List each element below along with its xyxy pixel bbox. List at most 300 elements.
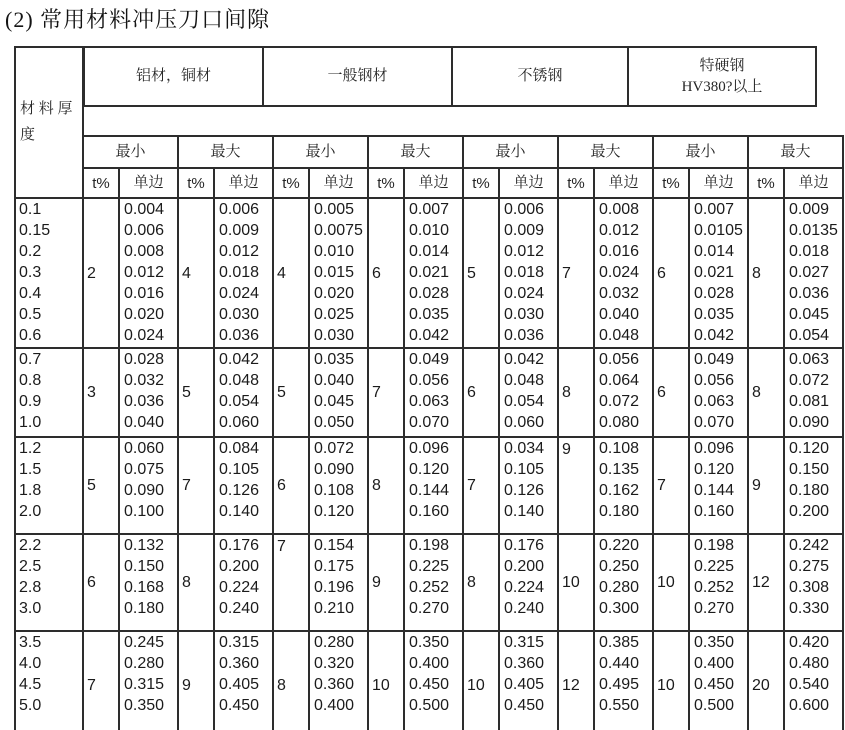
thickness-cell: 4.0 <box>15 653 83 674</box>
thickness-cell: 4.5 <box>15 674 83 695</box>
clearance-value-cell: 0.070 <box>689 412 748 437</box>
table-row <box>15 695 843 730</box>
clearance-value-cell: 0.600 <box>784 695 843 730</box>
t-percent-cell: 6 <box>273 437 309 534</box>
t-percent-cell: 5 <box>463 198 499 348</box>
t-percent-cell: 8 <box>178 534 214 631</box>
t-percent-cell: 20 <box>748 631 784 730</box>
t-percent-cell: 5 <box>83 437 119 534</box>
table-row <box>15 534 843 556</box>
table-row <box>15 437 843 459</box>
clearance-value-cell: 0.025 <box>309 304 368 325</box>
clearance-value-cell: 0.224 <box>499 577 558 598</box>
clearance-value-cell: 0.450 <box>214 695 273 730</box>
clearance-value-cell: 0.160 <box>404 501 463 534</box>
clearance-value-cell: 0.016 <box>119 283 178 304</box>
clearance-value-cell: 0.060 <box>119 437 178 459</box>
clearance-value-cell: 0.040 <box>119 412 178 437</box>
t-percent-cell: 4 <box>273 198 309 348</box>
clearance-value-cell: 0.056 <box>594 348 653 370</box>
t-percent-cell: 9 <box>178 631 214 730</box>
clearance-value-cell: 0.007 <box>689 198 748 220</box>
thickness-cell: 0.3 <box>15 262 83 283</box>
clearance-value-cell: 0.360 <box>309 674 368 695</box>
clearance-value-cell: 0.090 <box>309 459 368 480</box>
clearance-value-cell: 0.175 <box>309 556 368 577</box>
clearance-value-cell: 0.280 <box>119 653 178 674</box>
t-percent-cell: 8 <box>463 534 499 631</box>
thickness-cell: 1.2 <box>15 437 83 459</box>
clearance-value-cell: 0.024 <box>119 325 178 348</box>
clearance-value-cell: 0.450 <box>499 695 558 730</box>
clearance-value-cell: 0.072 <box>784 370 843 391</box>
clearance-value-cell: 0.198 <box>404 534 463 556</box>
group-header-label: 特硬钢 <box>699 58 745 75</box>
t-percent-cell: 4 <box>178 198 214 348</box>
clearance-value-cell: 0.096 <box>404 437 463 459</box>
min-header-cell: 最小 <box>653 136 748 168</box>
clearance-value-cell: 0.242 <box>784 534 843 556</box>
thickness-cell: 1.0 <box>15 412 83 437</box>
clearance-value-cell: 0.036 <box>119 391 178 412</box>
min-header-cell: 最小 <box>463 136 558 168</box>
clearance-value-cell: 0.400 <box>404 653 463 674</box>
t-percent-cell: 10 <box>368 631 404 730</box>
clearance-value-cell: 0.210 <box>309 598 368 631</box>
clearance-value-cell: 0.042 <box>214 348 273 370</box>
thickness-cell: 0.15 <box>15 220 83 241</box>
clearance-value-cell: 0.320 <box>309 653 368 674</box>
clearance-value-cell: 0.330 <box>784 598 843 631</box>
thickness-cell: 0.4 <box>15 283 83 304</box>
table-row <box>15 412 843 437</box>
clearance-value-cell: 0.032 <box>594 283 653 304</box>
table-row <box>15 283 843 304</box>
clearance-value-cell: 0.160 <box>689 501 748 534</box>
clearance-value-cell: 0.220 <box>594 534 653 556</box>
clearance-value-cell: 0.056 <box>689 370 748 391</box>
clearance-value-cell: 0.126 <box>214 480 273 501</box>
clearance-value-cell: 0.024 <box>499 283 558 304</box>
clearance-value-cell: 0.140 <box>214 501 273 534</box>
clearance-value-cell: 0.006 <box>214 198 273 220</box>
table-row <box>15 577 843 598</box>
clearance-value-cell: 0.405 <box>499 674 558 695</box>
clearance-value-cell: 0.275 <box>784 556 843 577</box>
clearance-value-cell: 0.048 <box>499 370 558 391</box>
clearance-value-cell: 0.035 <box>689 304 748 325</box>
clearance-value-cell: 0.020 <box>309 283 368 304</box>
t-percent-cell: 6 <box>368 198 404 348</box>
t-percent-cell: 7 <box>463 437 499 534</box>
table-row <box>15 370 843 391</box>
t-percent-header-cell: t% <box>748 168 784 198</box>
clearance-value-cell: 0.040 <box>309 370 368 391</box>
clearance-value-cell: 0.308 <box>784 577 843 598</box>
thickness-cell: 3.5 <box>15 631 83 653</box>
clearance-value-cell: 0.007 <box>404 198 463 220</box>
thickness-cell: 2.5 <box>15 556 83 577</box>
thickness-cell: 2.2 <box>15 534 83 556</box>
clearance-value-cell: 0.048 <box>594 325 653 348</box>
t-percent-header-cell: t% <box>368 168 404 198</box>
t-percent-cell: 7 <box>368 348 404 437</box>
clearance-value-cell: 0.054 <box>784 325 843 348</box>
clearance-value-cell: 0.045 <box>309 391 368 412</box>
clearance-value-cell: 0.140 <box>499 501 558 534</box>
clearance-value-cell: 0.350 <box>404 631 463 653</box>
clearance-value-cell: 0.450 <box>689 674 748 695</box>
thickness-cell: 0.7 <box>15 348 83 370</box>
clearance-value-cell: 0.080 <box>594 412 653 437</box>
table-row <box>15 198 843 220</box>
clearance-value-cell: 0.400 <box>689 653 748 674</box>
material-group-header-row <box>83 46 817 107</box>
group-header-stainless-steel <box>451 46 629 107</box>
clearance-value-cell: 0.385 <box>594 631 653 653</box>
clearance-value-cell: 0.050 <box>309 412 368 437</box>
clearance-value-cell: 0.540 <box>784 674 843 695</box>
unilateral-header-cell: 单边 <box>214 168 273 198</box>
clearance-value-cell: 0.150 <box>784 459 843 480</box>
unilateral-header-cell: 单边 <box>594 168 653 198</box>
clearance-value-cell: 0.240 <box>499 598 558 631</box>
table-row <box>15 631 843 653</box>
clearance-value-cell: 0.224 <box>214 577 273 598</box>
table-row <box>15 325 843 348</box>
clearance-value-cell: 0.176 <box>214 534 273 556</box>
thickness-cell: 1.5 <box>15 459 83 480</box>
clearance-value-cell: 0.009 <box>499 220 558 241</box>
t-percent-cell: 9 <box>558 437 594 534</box>
clearance-value-cell: 0.270 <box>404 598 463 631</box>
clearance-value-cell: 0.550 <box>594 695 653 730</box>
t-percent-cell: 10 <box>653 631 689 730</box>
clearance-value-cell: 0.060 <box>214 412 273 437</box>
clearance-value-cell: 0.034 <box>499 437 558 459</box>
thickness-cell: 5.0 <box>15 695 83 730</box>
clearance-value-cell: 0.280 <box>309 631 368 653</box>
clearance-value-cell: 0.105 <box>214 459 273 480</box>
table-row <box>15 653 843 674</box>
clearance-value-cell: 0.0105 <box>689 220 748 241</box>
thickness-cell: 0.8 <box>15 370 83 391</box>
group-header-sublabel: HV380?以上 <box>681 78 763 95</box>
clearance-value-cell: 0.032 <box>119 370 178 391</box>
clearance-value-cell: 0.042 <box>689 325 748 348</box>
clearance-value-cell: 0.021 <box>404 262 463 283</box>
clearance-value-cell: 0.072 <box>594 391 653 412</box>
clearance-value-cell: 0.015 <box>309 262 368 283</box>
clearance-value-cell: 0.450 <box>404 674 463 695</box>
min-header-cell: 最小 <box>273 136 368 168</box>
clearance-value-cell: 0.090 <box>784 412 843 437</box>
t-percent-cell: 9 <box>368 534 404 631</box>
max-header-cell: 最大 <box>558 136 653 168</box>
unilateral-header-cell: 单边 <box>784 168 843 198</box>
clearance-value-cell: 0.144 <box>404 480 463 501</box>
thickness-cell: 0.9 <box>15 391 83 412</box>
material-thickness-header: 材 料 厚度 <box>15 47 83 198</box>
clearance-value-cell: 0.096 <box>689 437 748 459</box>
table-row <box>15 480 843 501</box>
clearance-value-cell: 0.056 <box>404 370 463 391</box>
t-percent-cell: 8 <box>558 348 594 437</box>
clearance-value-cell: 0.108 <box>594 437 653 459</box>
t-percent-header-cell: t% <box>653 168 689 198</box>
t-percent-header-cell: t% <box>273 168 309 198</box>
clearance-value-cell: 0.045 <box>784 304 843 325</box>
table-row <box>15 262 843 283</box>
t-percent-cell: 7 <box>653 437 689 534</box>
clearance-value-cell: 0.012 <box>119 262 178 283</box>
clearance-value-cell: 0.009 <box>214 220 273 241</box>
unilateral-header-cell: 单边 <box>119 168 178 198</box>
clearance-value-cell: 0.144 <box>689 480 748 501</box>
clearance-value-cell: 0.049 <box>404 348 463 370</box>
clearance-value-cell: 0.042 <box>404 325 463 348</box>
table-row <box>15 501 843 534</box>
clearance-value-cell: 0.048 <box>214 370 273 391</box>
clearance-value-cell: 0.054 <box>214 391 273 412</box>
section-title: (2) 常用材料冲压刀口间隙 <box>5 7 271 32</box>
clearance-value-cell: 0.120 <box>784 437 843 459</box>
clearance-value-cell: 0.006 <box>499 198 558 220</box>
t-percent-cell: 6 <box>463 348 499 437</box>
table-row <box>15 459 843 480</box>
clearance-value-cell: 0.225 <box>404 556 463 577</box>
table-row <box>15 220 843 241</box>
t-percent-cell: 8 <box>273 631 309 730</box>
clearance-value-cell: 0.440 <box>594 653 653 674</box>
clearance-value-cell: 0.120 <box>404 459 463 480</box>
clearance-value-cell: 0.035 <box>404 304 463 325</box>
thickness-cell: 0.6 <box>15 325 83 348</box>
t-percent-cell: 10 <box>653 534 689 631</box>
clearance-value-cell: 0.135 <box>594 459 653 480</box>
clearance-value-cell: 0.005 <box>309 198 368 220</box>
clearance-value-cell: 0.252 <box>689 577 748 598</box>
clearance-value-cell: 0.072 <box>309 437 368 459</box>
thickness-cell: 3.0 <box>15 598 83 631</box>
clearance-value-cell: 0.270 <box>689 598 748 631</box>
clearance-value-cell: 0.035 <box>309 348 368 370</box>
clearance-value-cell: 0.064 <box>594 370 653 391</box>
clearance-value-cell: 0.480 <box>784 653 843 674</box>
clearance-value-cell: 0.010 <box>404 220 463 241</box>
clearance-value-cell: 0.028 <box>404 283 463 304</box>
clearance-value-cell: 0.315 <box>119 674 178 695</box>
clearance-value-cell: 0.245 <box>119 631 178 653</box>
clearance-value-cell: 0.010 <box>309 241 368 262</box>
clearance-value-cell: 0.200 <box>214 556 273 577</box>
clearance-value-cell: 0.150 <box>119 556 178 577</box>
clearance-value-cell: 0.0075 <box>309 220 368 241</box>
clearance-value-cell: 0.300 <box>594 598 653 631</box>
clearance-value-cell: 0.018 <box>784 241 843 262</box>
clearance-value-cell: 0.126 <box>499 480 558 501</box>
clearance-value-cell: 0.012 <box>499 241 558 262</box>
t-percent-cell: 8 <box>748 198 784 348</box>
t-percent-cell: 5 <box>273 348 309 437</box>
unilateral-header-cell: 单边 <box>689 168 748 198</box>
t-percent-cell: 6 <box>653 198 689 348</box>
clearance-value-cell: 0.060 <box>499 412 558 437</box>
clearance-value-cell: 0.054 <box>499 391 558 412</box>
clearance-value-cell: 0.176 <box>499 534 558 556</box>
table-row <box>15 598 843 631</box>
clearance-value-cell: 0.168 <box>119 577 178 598</box>
clearance-value-cell: 0.036 <box>214 325 273 348</box>
group-header-aluminum-copper <box>83 46 264 107</box>
clearance-value-cell: 0.420 <box>784 631 843 653</box>
clearance-value-cell: 0.360 <box>499 653 558 674</box>
clearance-value-cell: 0.0135 <box>784 220 843 241</box>
table-row <box>15 391 843 412</box>
clearance-value-cell: 0.014 <box>689 241 748 262</box>
t-percent-cell: 6 <box>83 534 119 631</box>
clearance-value-cell: 0.063 <box>689 391 748 412</box>
clearance-value-cell: 0.120 <box>689 459 748 480</box>
clearance-value-cell: 0.030 <box>499 304 558 325</box>
group-header-label: 一般钢材 <box>327 68 388 85</box>
t-percent-header-cell: t% <box>463 168 499 198</box>
clearance-value-cell: 0.014 <box>404 241 463 262</box>
clearance-value-cell: 0.004 <box>119 198 178 220</box>
clearance-value-cell: 0.240 <box>214 598 273 631</box>
clearance-value-cell: 0.036 <box>784 283 843 304</box>
clearance-value-cell: 0.196 <box>309 577 368 598</box>
clearance-value-cell: 0.120 <box>309 501 368 534</box>
clearance-value-cell: 0.198 <box>689 534 748 556</box>
clearance-value-cell: 0.012 <box>214 241 273 262</box>
group-header-label: 不锈钢 <box>517 68 563 85</box>
clearance-value-cell: 0.108 <box>309 480 368 501</box>
clearance-value-cell: 0.105 <box>499 459 558 480</box>
clearance-value-cell: 0.132 <box>119 534 178 556</box>
clearance-value-cell: 0.028 <box>119 348 178 370</box>
clearance-value-cell: 0.154 <box>309 534 368 556</box>
clearance-value-cell: 0.495 <box>594 674 653 695</box>
clearance-value-cell: 0.063 <box>404 391 463 412</box>
group-header-label: 铝材，铜材 <box>135 68 211 85</box>
clearance-value-cell: 0.500 <box>404 695 463 730</box>
clearance-value-cell: 0.020 <box>119 304 178 325</box>
t-percent-cell: 9 <box>748 437 784 534</box>
group-header-general-steel <box>262 46 453 107</box>
clearance-value-cell: 0.063 <box>784 348 843 370</box>
t-percent-header-cell: t% <box>558 168 594 198</box>
thickness-cell: 2.8 <box>15 577 83 598</box>
t-percent-cell: 3 <box>83 348 119 437</box>
thickness-cell: 0.5 <box>15 304 83 325</box>
clearance-value-cell: 0.350 <box>119 695 178 730</box>
clearance-value-cell: 0.021 <box>689 262 748 283</box>
clearance-value-cell: 0.100 <box>119 501 178 534</box>
t-percent-cell: 10 <box>558 534 594 631</box>
clearance-value-cell: 0.162 <box>594 480 653 501</box>
t-percent-cell: 8 <box>748 348 784 437</box>
t-percent-cell: 7 <box>83 631 119 730</box>
table-row <box>15 348 843 370</box>
clearance-value-cell: 0.225 <box>689 556 748 577</box>
table-row <box>15 241 843 262</box>
clearance-value-cell: 0.084 <box>214 437 273 459</box>
clearance-value-cell: 0.405 <box>214 674 273 695</box>
table-row <box>15 556 843 577</box>
clearance-value-cell: 0.008 <box>119 241 178 262</box>
t-percent-cell: 8 <box>368 437 404 534</box>
t-percent-cell: 10 <box>463 631 499 730</box>
thickness-cell: 1.8 <box>15 480 83 501</box>
clearance-value-cell: 0.250 <box>594 556 653 577</box>
clearance-value-cell: 0.350 <box>689 631 748 653</box>
thickness-cell: 2.0 <box>15 501 83 534</box>
clearance-value-cell: 0.180 <box>119 598 178 631</box>
clearance-value-cell: 0.016 <box>594 241 653 262</box>
clearance-table <box>14 46 844 730</box>
clearance-value-cell: 0.027 <box>784 262 843 283</box>
t-percent-cell: 6 <box>653 348 689 437</box>
min-header-cell: 最小 <box>83 136 178 168</box>
clearance-value-cell: 0.018 <box>499 262 558 283</box>
clearance-value-cell: 0.006 <box>119 220 178 241</box>
t-percent-cell: 5 <box>178 348 214 437</box>
table-row <box>15 674 843 695</box>
clearance-value-cell: 0.028 <box>689 283 748 304</box>
clearance-value-cell: 0.049 <box>689 348 748 370</box>
group-header-extra-hard-steel <box>627 46 817 107</box>
clearance-value-cell: 0.081 <box>784 391 843 412</box>
clearance-value-cell: 0.180 <box>594 501 653 534</box>
clearance-value-cell: 0.030 <box>309 325 368 348</box>
unilateral-header-cell: 单边 <box>499 168 558 198</box>
clearance-value-cell: 0.036 <box>499 325 558 348</box>
clearance-value-cell: 0.500 <box>689 695 748 730</box>
t-percent-cell: 12 <box>748 534 784 631</box>
table-row <box>15 304 843 325</box>
clearance-value-cell: 0.075 <box>119 459 178 480</box>
clearance-value-cell: 0.070 <box>404 412 463 437</box>
clearance-value-cell: 0.012 <box>594 220 653 241</box>
clearance-value-cell: 0.042 <box>499 348 558 370</box>
clearance-value-cell: 0.315 <box>214 631 273 653</box>
t-percent-header-cell: t% <box>178 168 214 198</box>
clearance-value-cell: 0.024 <box>214 283 273 304</box>
clearance-value-cell: 0.360 <box>214 653 273 674</box>
clearance-value-cell: 0.400 <box>309 695 368 730</box>
clearance-value-cell: 0.008 <box>594 198 653 220</box>
clearance-value-cell: 0.018 <box>214 262 273 283</box>
max-header-cell: 最大 <box>368 136 463 168</box>
t-percent-cell: 7 <box>273 534 309 631</box>
thickness-cell: 0.2 <box>15 241 83 262</box>
t-percent-cell: 7 <box>558 198 594 348</box>
clearance-value-cell: 0.030 <box>214 304 273 325</box>
clearance-value-cell: 0.200 <box>784 501 843 534</box>
thickness-cell: 0.1 <box>15 198 83 220</box>
t-percent-header-cell: t% <box>83 168 119 198</box>
clearance-value-cell: 0.090 <box>119 480 178 501</box>
t-percent-cell: 12 <box>558 631 594 730</box>
clearance-value-cell: 0.252 <box>404 577 463 598</box>
clearance-value-cell: 0.180 <box>784 480 843 501</box>
max-header-cell: 最大 <box>748 136 843 168</box>
unilateral-header-cell: 单边 <box>309 168 368 198</box>
t-percent-cell: 2 <box>83 198 119 348</box>
max-header-cell: 最大 <box>178 136 273 168</box>
t-percent-cell: 7 <box>178 437 214 534</box>
